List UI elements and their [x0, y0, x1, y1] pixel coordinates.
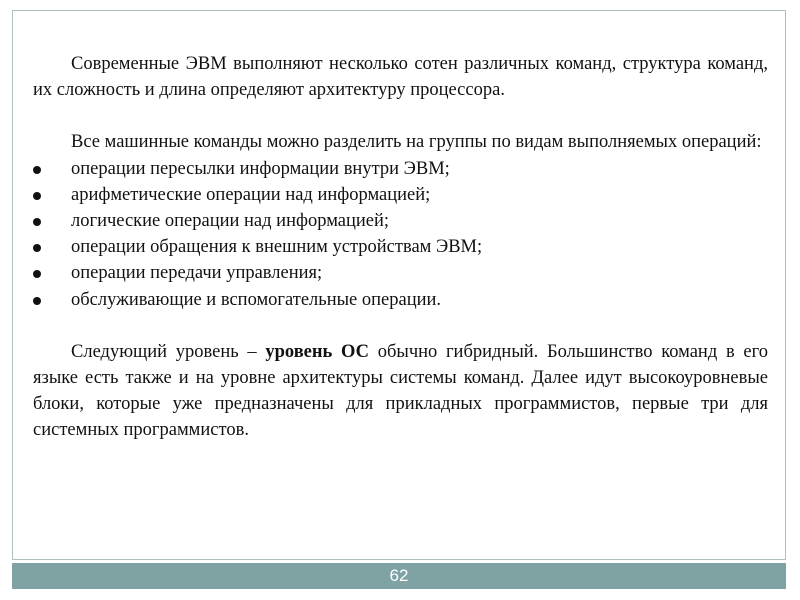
paragraph-spacer — [33, 103, 768, 129]
list-item — [33, 234, 768, 260]
list-item — [33, 156, 768, 182]
list-item-text: операции пересылки информации внутри ЭВМ; — [71, 158, 450, 179]
list-item-text: операции передачи управления; — [71, 263, 323, 284]
list-item — [33, 260, 768, 286]
list-item — [33, 208, 768, 234]
bullet-icon — [33, 218, 41, 226]
paragraph-intro: Современные ЭВМ выполняют несколько сотен различных команд, структура команд, их сложность и длина определяют архитектуру процессора. — [33, 54, 768, 101]
paragraph-os-level-end: обычно гибридный. Большинство команд в его языке есть также и на уровне архитектуры системы команд. Далее идут высокоуровневые блоки, которые уже предназначены для прикладных программистов, первые три для системных программистов. — [33, 341, 768, 441]
bullet-icon — [33, 270, 41, 278]
list-item — [33, 182, 768, 208]
list-item-text: обслуживающие и вспомогательные операции. — [71, 289, 442, 310]
paragraph-os-level — [33, 339, 768, 444]
operations-list — [33, 156, 768, 313]
paragraph-groups: Все машинные команды можно разделить на группы по видам выполняемых операций: — [71, 132, 762, 153]
slide-content — [33, 51, 768, 444]
list-item-text: логические операции над информацией; — [71, 211, 390, 232]
paragraph-os-level-start: Следующий уровень – — [71, 341, 266, 362]
bullet-icon — [33, 244, 41, 252]
bullet-icon — [33, 166, 41, 174]
list-item-text: операции обращения к внешним устройствам ЭВМ; — [71, 237, 483, 258]
os-level-term: уровень ОС — [265, 341, 370, 362]
list-item — [33, 287, 768, 313]
footer-bar — [12, 563, 786, 589]
page-number: 62 — [389, 566, 409, 585]
bullet-icon — [33, 297, 41, 305]
list-item-text: арифметические операции над информацией; — [71, 184, 431, 205]
bullet-icon — [33, 192, 41, 200]
paragraph-spacer — [33, 313, 768, 339]
